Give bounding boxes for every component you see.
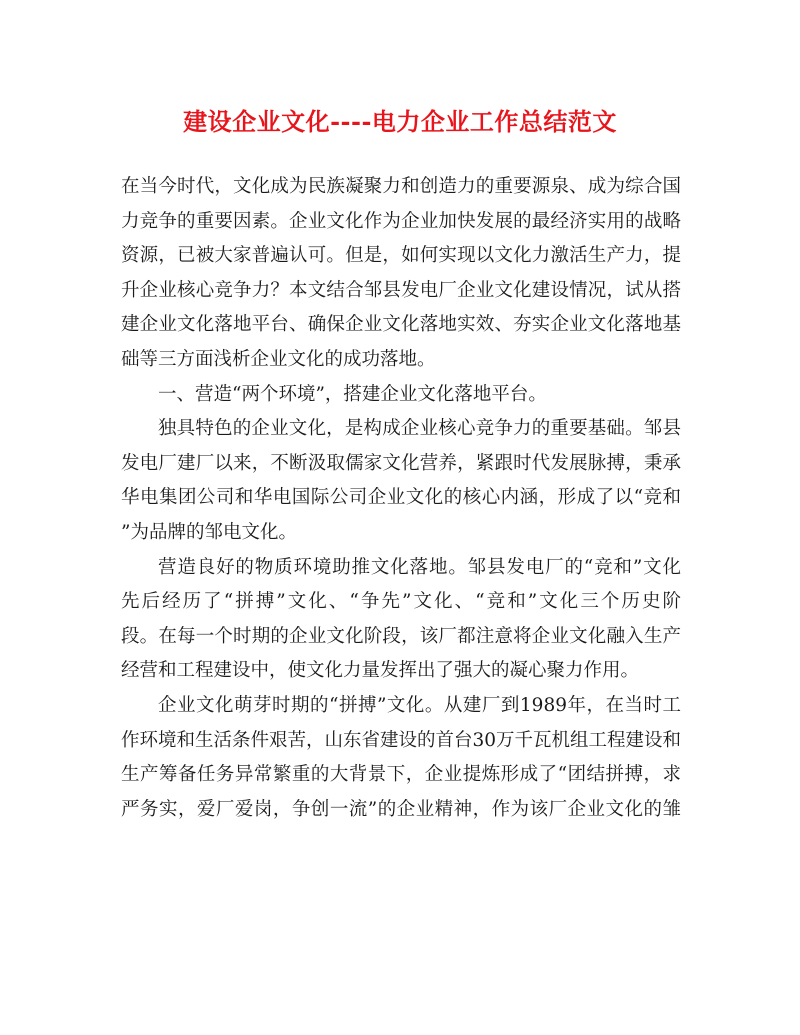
paragraph-line: 力竞争的重要因素。企业文化作为企业加快发展的最经济实用的战略 xyxy=(121,210,681,232)
paragraph-line: 生产筹备任务异常繁重的大背景下，企业提炼形成了“团结拼搏，求 xyxy=(121,764,681,786)
document-body xyxy=(121,170,681,827)
paragraph-line: 础等三方面浅析企业文化的成功落地。 xyxy=(121,348,436,370)
paragraph-line: 作环境和生活条件艰苦，山东省建设的首台30万千瓦机组工程建设和 xyxy=(121,729,682,751)
section-heading: 一、营造“两个环境”，搭建企业文化落地平台。 xyxy=(158,383,547,405)
paragraph-line: 严务实，爱厂爱岗，争创一流”的企业精神，作为该厂企业文化的雏 xyxy=(121,798,681,820)
paragraph-line: 资源，已被大家普遍认可。但是，如何实现以文化力激活生产力，提 xyxy=(121,245,681,267)
paragraph-line: 企业文化萌芽时期的“拼搏”文化。从建厂到1989年，在当时工 xyxy=(158,694,681,716)
paragraph-line: 独具特色的企业文化，是构成企业核心竞争力的重要基础。邹县 xyxy=(158,418,681,440)
paragraph-line: 建企业文化落地平台、确保企业文化落地实效、夯实企业文化落地基 xyxy=(121,314,681,336)
paragraph-line: 发电厂建厂以来，不断汲取儒家文化营养，紧跟时代发展脉搏，秉承 xyxy=(121,452,681,474)
paragraph-line: ”为品牌的邹电文化。 xyxy=(121,521,297,543)
paragraph-line: 营造良好的物质环境助推文化落地。邹县发电厂的“竞和”文化 xyxy=(158,556,681,578)
paragraph-line: 在当今时代，文化成为民族凝聚力和创造力的重要源泉、成为综合国 xyxy=(121,176,681,197)
paragraph-line: 经营和工程建设中，使文化力量发挥出了强大的凝心聚力作用。 xyxy=(121,660,640,682)
paragraph-line: 段。在每一个时期的企业文化阶段，该厂都注意将企业文化融入生产 xyxy=(121,625,681,647)
paragraph-line: 华电集团公司和华电国际公司企业文化的核心内涵，形成了以“竞和 xyxy=(121,487,681,509)
paragraph-line: 升企业核心竞争力？本文结合邹县发电厂企业文化建设情况，试从搭 xyxy=(121,279,681,301)
paragraph-line: 先后经历了“拼搏”文化、“争先”文化、“竞和”文化三个历史阶 xyxy=(121,591,681,613)
document-title: 建设企业文化----电力企业工作总结范文 xyxy=(183,107,617,136)
